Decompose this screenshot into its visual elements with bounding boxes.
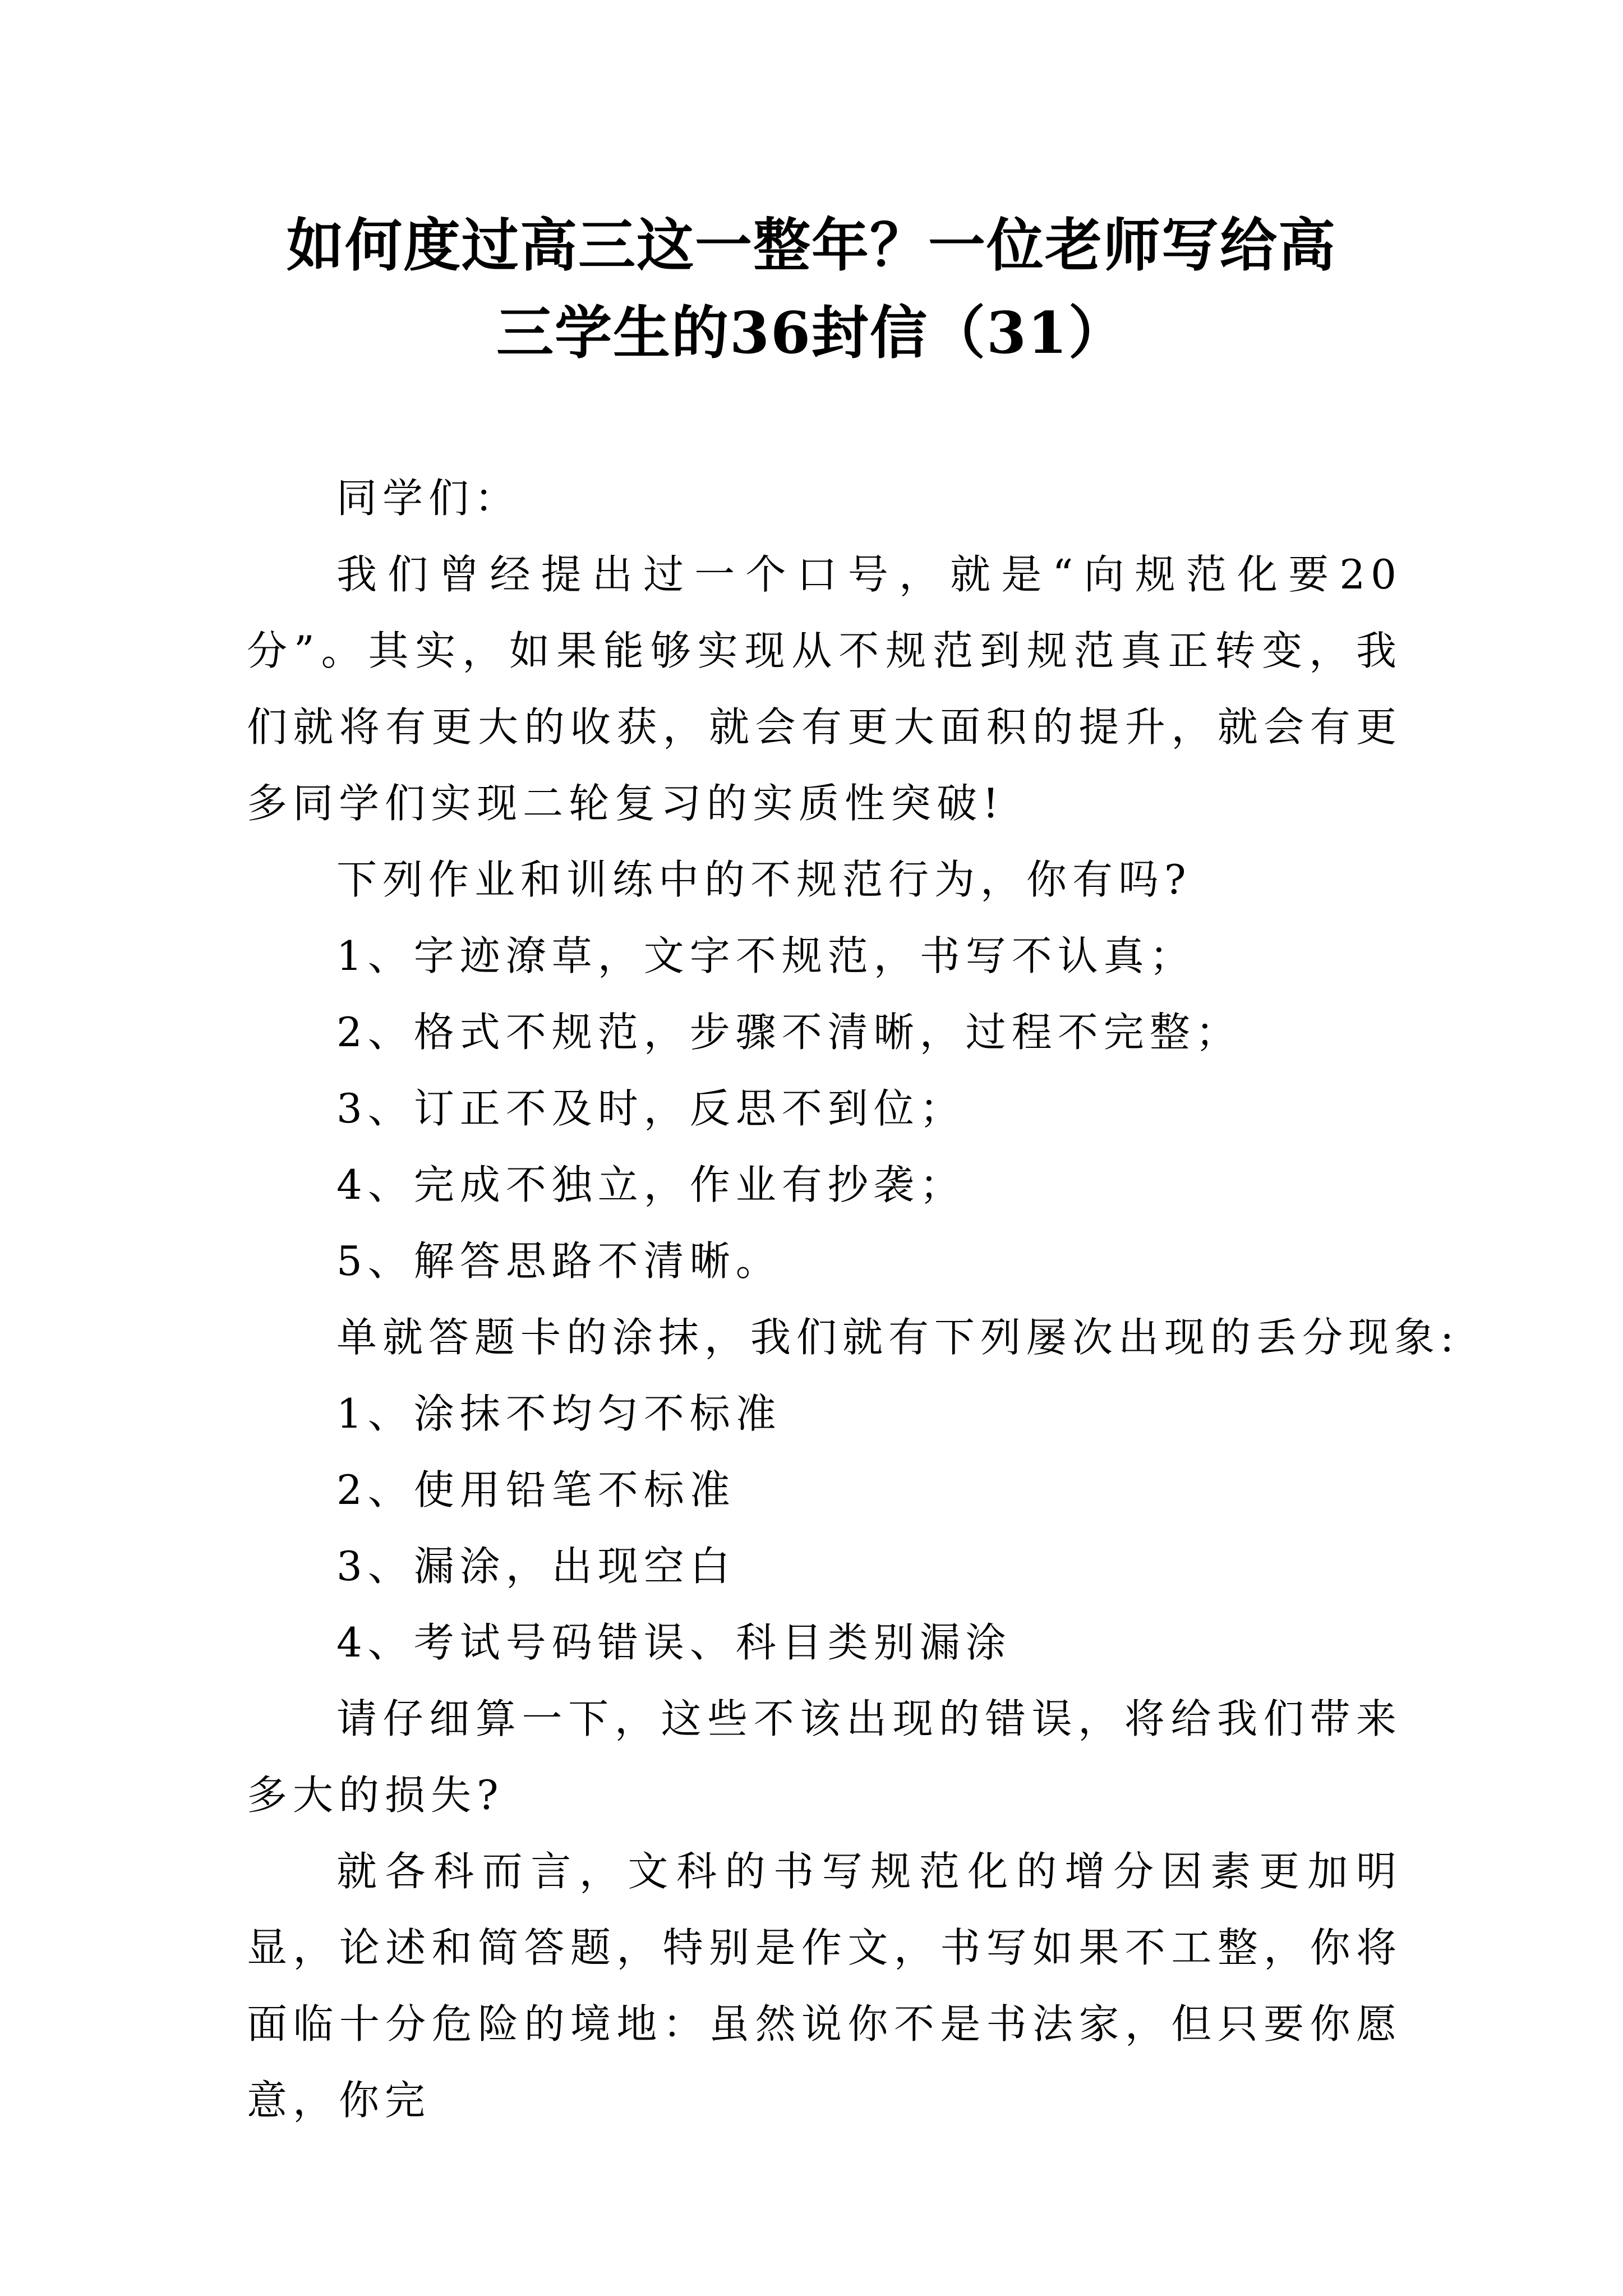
list-item: 3、订正不及时，反思不到位；	[336, 1085, 966, 1132]
paragraph-losses: 请仔细算一下，这些不该出现的错误，将给我们带来多大的损失?	[247, 1695, 1402, 1819]
list-item: 1、涂抹不均匀不标准	[336, 1390, 782, 1437]
title-line-1: 如何度过高三这一整年？一位老师写给高	[287, 212, 1336, 279]
list-item: 2、格式不规范，步骤不清晰，过程不完整；	[336, 1009, 1242, 1056]
list-item: 4、考试号码错误、科目类别漏涂	[336, 1619, 1012, 1666]
title-line-2: 三学生的36封信（31）	[496, 300, 1127, 367]
paragraph-slogan: 我们曾经提出过一个口号，就是“向规范化要20分”。其实，如果能够实现从不规范到规范真正转变，我们就将有更大的收获，就会有更大面积的提升，就会有更多同学们实现二轮复习的实质性突破!	[247, 551, 1402, 827]
question-nonstandard-behaviors: 下列作业和训练中的不规范行为，你有吗?	[336, 856, 1192, 903]
list-item: 5、解答思路不清晰。	[336, 1237, 782, 1285]
list-item: 4、完成不独立，作业有抄袭；	[336, 1161, 966, 1208]
document-body	[247, 460, 1460, 2138]
paragraph-subjects: 就各科而言，文科的书写规范化的增分因素更加明显，论述和简答题，特别是作文，书写如果不工整，你将面临十分危险的境地：虽然说你不是书法家，但只要你愿意，你完	[247, 1848, 1402, 2124]
list-item: 2、使用铅笔不标准	[336, 1466, 736, 1513]
document-title	[236, 202, 1387, 377]
list-item: 1、字迹潦草，文字不规范，书写不认真；	[336, 932, 1196, 979]
list-item: 3、漏涂，出现空白	[336, 1543, 736, 1590]
salutation: 同学们：	[336, 475, 521, 522]
answer-card-intro: 单就答题卡的涂抹，我们就有下列屡次出现的丢分现象:	[336, 1314, 1460, 1361]
